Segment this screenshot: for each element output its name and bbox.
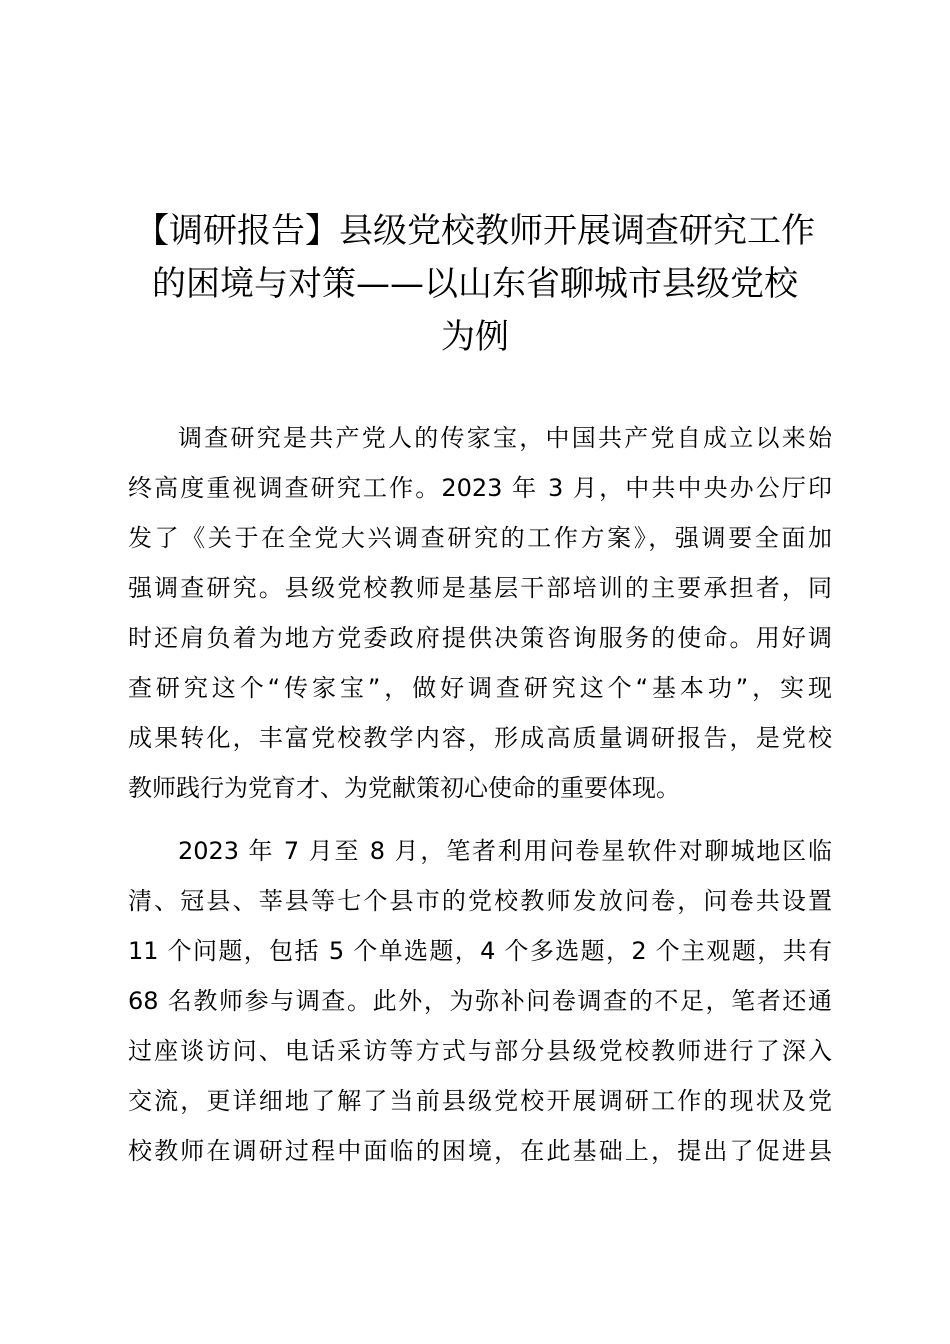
paragraph-line: 11 个问题，包括 5 个单选题，4 个多选题，2 个主观题，共有 (128, 937, 832, 965)
paragraph-line: 调查研究是共产党人的传家宝，中国共产党自成立以来始 (178, 424, 832, 452)
paragraph-line: 查研究这个“传家宝”，做好调查研究这个“基本功”，实现 (128, 674, 832, 702)
paragraph-line: 强调查研究。县级党校教师是基层干部培训的主要承担者，同 (128, 574, 832, 602)
paragraph-line: 过座谈访问、电话采访等方式与部分县级党校教师进行了深入 (128, 1037, 832, 1065)
title-line-2: 的困境与对策——以山东省聊城市县级党校 (152, 263, 798, 304)
title-line-1: 【调研报告】县级党校教师开展调查研究工作 (135, 210, 815, 251)
title-line-3: 为例 (441, 316, 509, 357)
body-paragraph-2 (128, 826, 832, 1176)
paragraph-line: 交流，更详细地了解了当前县级党校开展调研工作的现状及党 (128, 1087, 832, 1115)
paragraph-line: 时还肩负着为地方党委政府提供决策咨询服务的使命。用好调 (128, 624, 832, 652)
paragraph-line: 校教师在调研过程中面临的困境，在此基础上，提出了促进县 (128, 1137, 832, 1165)
paragraph-line: 68 名教师参与调查。此外，为弥补问卷调查的不足，笔者还通 (128, 987, 832, 1015)
paragraph-line: 终高度重视调查研究工作。2023 年 3 月，中共中央办公厅印 (128, 474, 832, 502)
paragraph-line: 教师践行为党育才、为党献策初心使命的重要体现。 (128, 774, 680, 802)
paragraph-line: 2023 年 7 月至 8 月，笔者利用问卷星软件对聊城地区临 (178, 837, 832, 865)
body-paragraph-1 (128, 413, 832, 813)
paragraph-line: 成果转化，丰富党校教学内容，形成高质量调研报告，是党校 (128, 724, 832, 752)
paragraph-line: 清、冠县、莘县等七个县市的党校教师发放问卷，问卷共设置 (128, 887, 832, 915)
paragraph-line: 发了《关于在全党大兴调查研究的工作方案》，强调要全面加 (128, 524, 832, 552)
document-title (120, 205, 830, 364)
